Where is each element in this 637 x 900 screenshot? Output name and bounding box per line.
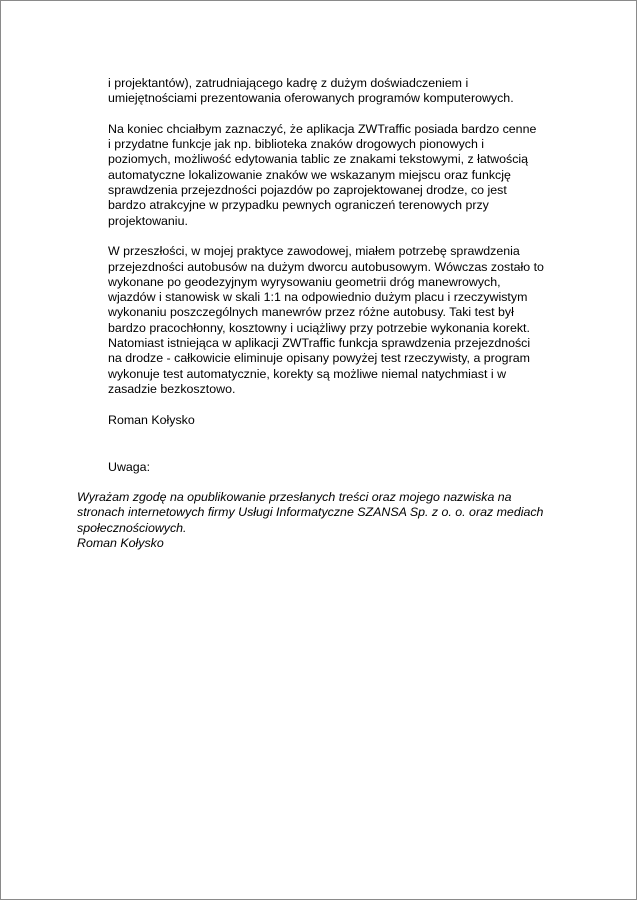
paragraph-features: Na koniec chciałbym zaznaczyć, że aplikacja ZWTraffic posiada bardzo cenne i przydatne funkcje jak np. biblioteka znaków drogowych pionowych i poziomych, możliwość edytowania tablic ze znakami tekstowymi, z łatwością automatyczne lokalizowanie znaków we wskazanym miejscu oraz funkcję sprawdzenia przejezdności pojazdów po zaprojektowanej drodze, co jest bardzo atrakcyjne w przypadku pewnych ograniczeń terenowych przy projektowaniu.: [108, 121, 537, 228]
note-label: Uwaga:: [108, 460, 151, 474]
signature-name: Roman Kołysko: [108, 412, 195, 427]
letter-body: [108, 76, 578, 428]
consent-statement: Wyrażam zgodę na opublikowanie przesłanych treści oraz mojego nazwiska na stronach internetowych firmy Usługi Informatyczne SZANSA Sp. z o. o. oraz mediach społecznościowych. Roman Kołysko: [77, 490, 544, 550]
paragraph-experience: W przeszłości, w mojej praktyce zawodowej, miałem potrzebę sprawdzenia przejezdności autobusów na dużym dworcu autobusowym. Wówczas zostało to wykonane po geodezyjnym wyrysowaniu geometrii dróg manewrowych, wjazdów i stanowisk w skali 1:1 na odpowiednio dużym placu i rzeczywistym wykonaniu poszczególnych manewrów przez różne autobusy. Taki test był bardzo pracochłonny, kosztowny i uciążliwy przy potrzebie wykonania korekt. Natomiast istniejąca w aplikacji ZWTraffic funkcja sprawdzenia przejezdności na drodze - całkowicie eliminuje opisany powyżej test rzeczywisty, a program wykonuje test automatycznie, korekty są możliwe niemal natychmiast i w zasadzie bezkosztowo.: [108, 244, 544, 396]
paragraph-intro-continuation: i projektantów), zatrudniającego kadrę z dużym doświadczeniem i umiejętnościami prezentowania oferowanych programów komputerowych.: [108, 76, 514, 106]
